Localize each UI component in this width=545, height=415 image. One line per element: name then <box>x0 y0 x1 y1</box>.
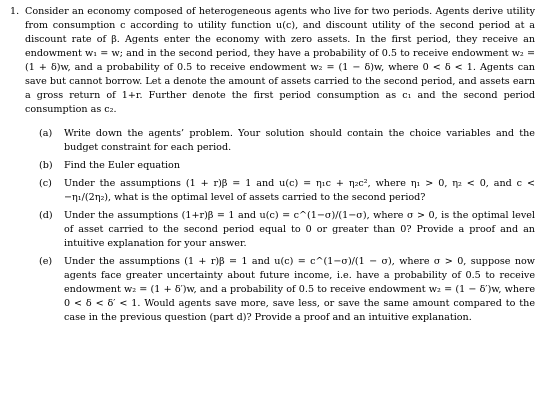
problem-number: 1. <box>10 6 20 17</box>
problem-intro-text: Consider an economy composed of heterogeneous agents who live for two periods. Agents derive utility from consumption c according to utility function u(c), and discount utility of the second period at a discount rate of β. Agents enter the economy with zero assets. In the first period, they receive an endowment w₁ = w; and in the second period, they have a probability of 0.5 to receive endowment w₂ = (1 + δ)w, and a probability of 0.5 to receive endowment w₂ = (1 − δ)w, where 0 < δ < 1. Agents can save but cannot borrow. Let a denote the amount of assets carried to the second period, and assets earn a gross return of 1+r. Further denote the first period consumption as c₁ and the second period consumption as c₂. <box>25 6 535 115</box>
part-d <box>39 209 535 251</box>
part-c-label: (c) <box>39 178 52 189</box>
part-b-text: Find the Euler equation <box>64 160 181 171</box>
part-e-label: (e) <box>39 256 53 267</box>
problem-parts-list <box>25 127 535 325</box>
part-a-text: Write down the agents’ problem. Your solution should contain the choice variables and the budget constraint for each period. <box>64 128 535 153</box>
part-b <box>39 159 535 173</box>
part-b-label: (b) <box>39 160 53 171</box>
part-d-label: (d) <box>39 210 53 221</box>
problem-body <box>25 5 535 329</box>
part-a <box>39 127 535 155</box>
part-a-label: (a) <box>39 128 53 139</box>
part-c-text: Under the assumptions (1 + r)β = 1 and u(c) = η₁c + η₂c², where η₁ > 0, η₂ < 0, and c < −η₁/(2η₂), what is the optimal level of assets carried to the second period? <box>64 178 535 203</box>
part-d-text: Under the assumptions (1+r)β = 1 and u(c) = c^(1−σ)/(1−σ), where σ > 0, is the optimal level of asset carried to the second period equal to 0 or greater than 0? Provide a proof and an intuitive explanation for your answer. <box>64 210 535 249</box>
problem-intro <box>25 5 535 117</box>
problem-1 <box>10 5 535 329</box>
part-e-text: Under the assumptions (1 + r)β = 1 and u(c) = c^(1−σ)/(1 − σ), where σ > 0, suppose now agents face greater uncertainty about future income, i.e. have a probability of 0.5 to receive endowment w₂ = (1 + δ′)w, and a probability of 0.5 to receive endowment w₂ = (1 − δ′)w, where 0 < δ < δ′ < 1. Would agents save more, save less, or save the same amount compared to the case in the previous question (part d)? Provide a proof and an intuitive explanation. <box>64 256 535 323</box>
part-e <box>39 255 535 325</box>
part-c <box>39 177 535 205</box>
